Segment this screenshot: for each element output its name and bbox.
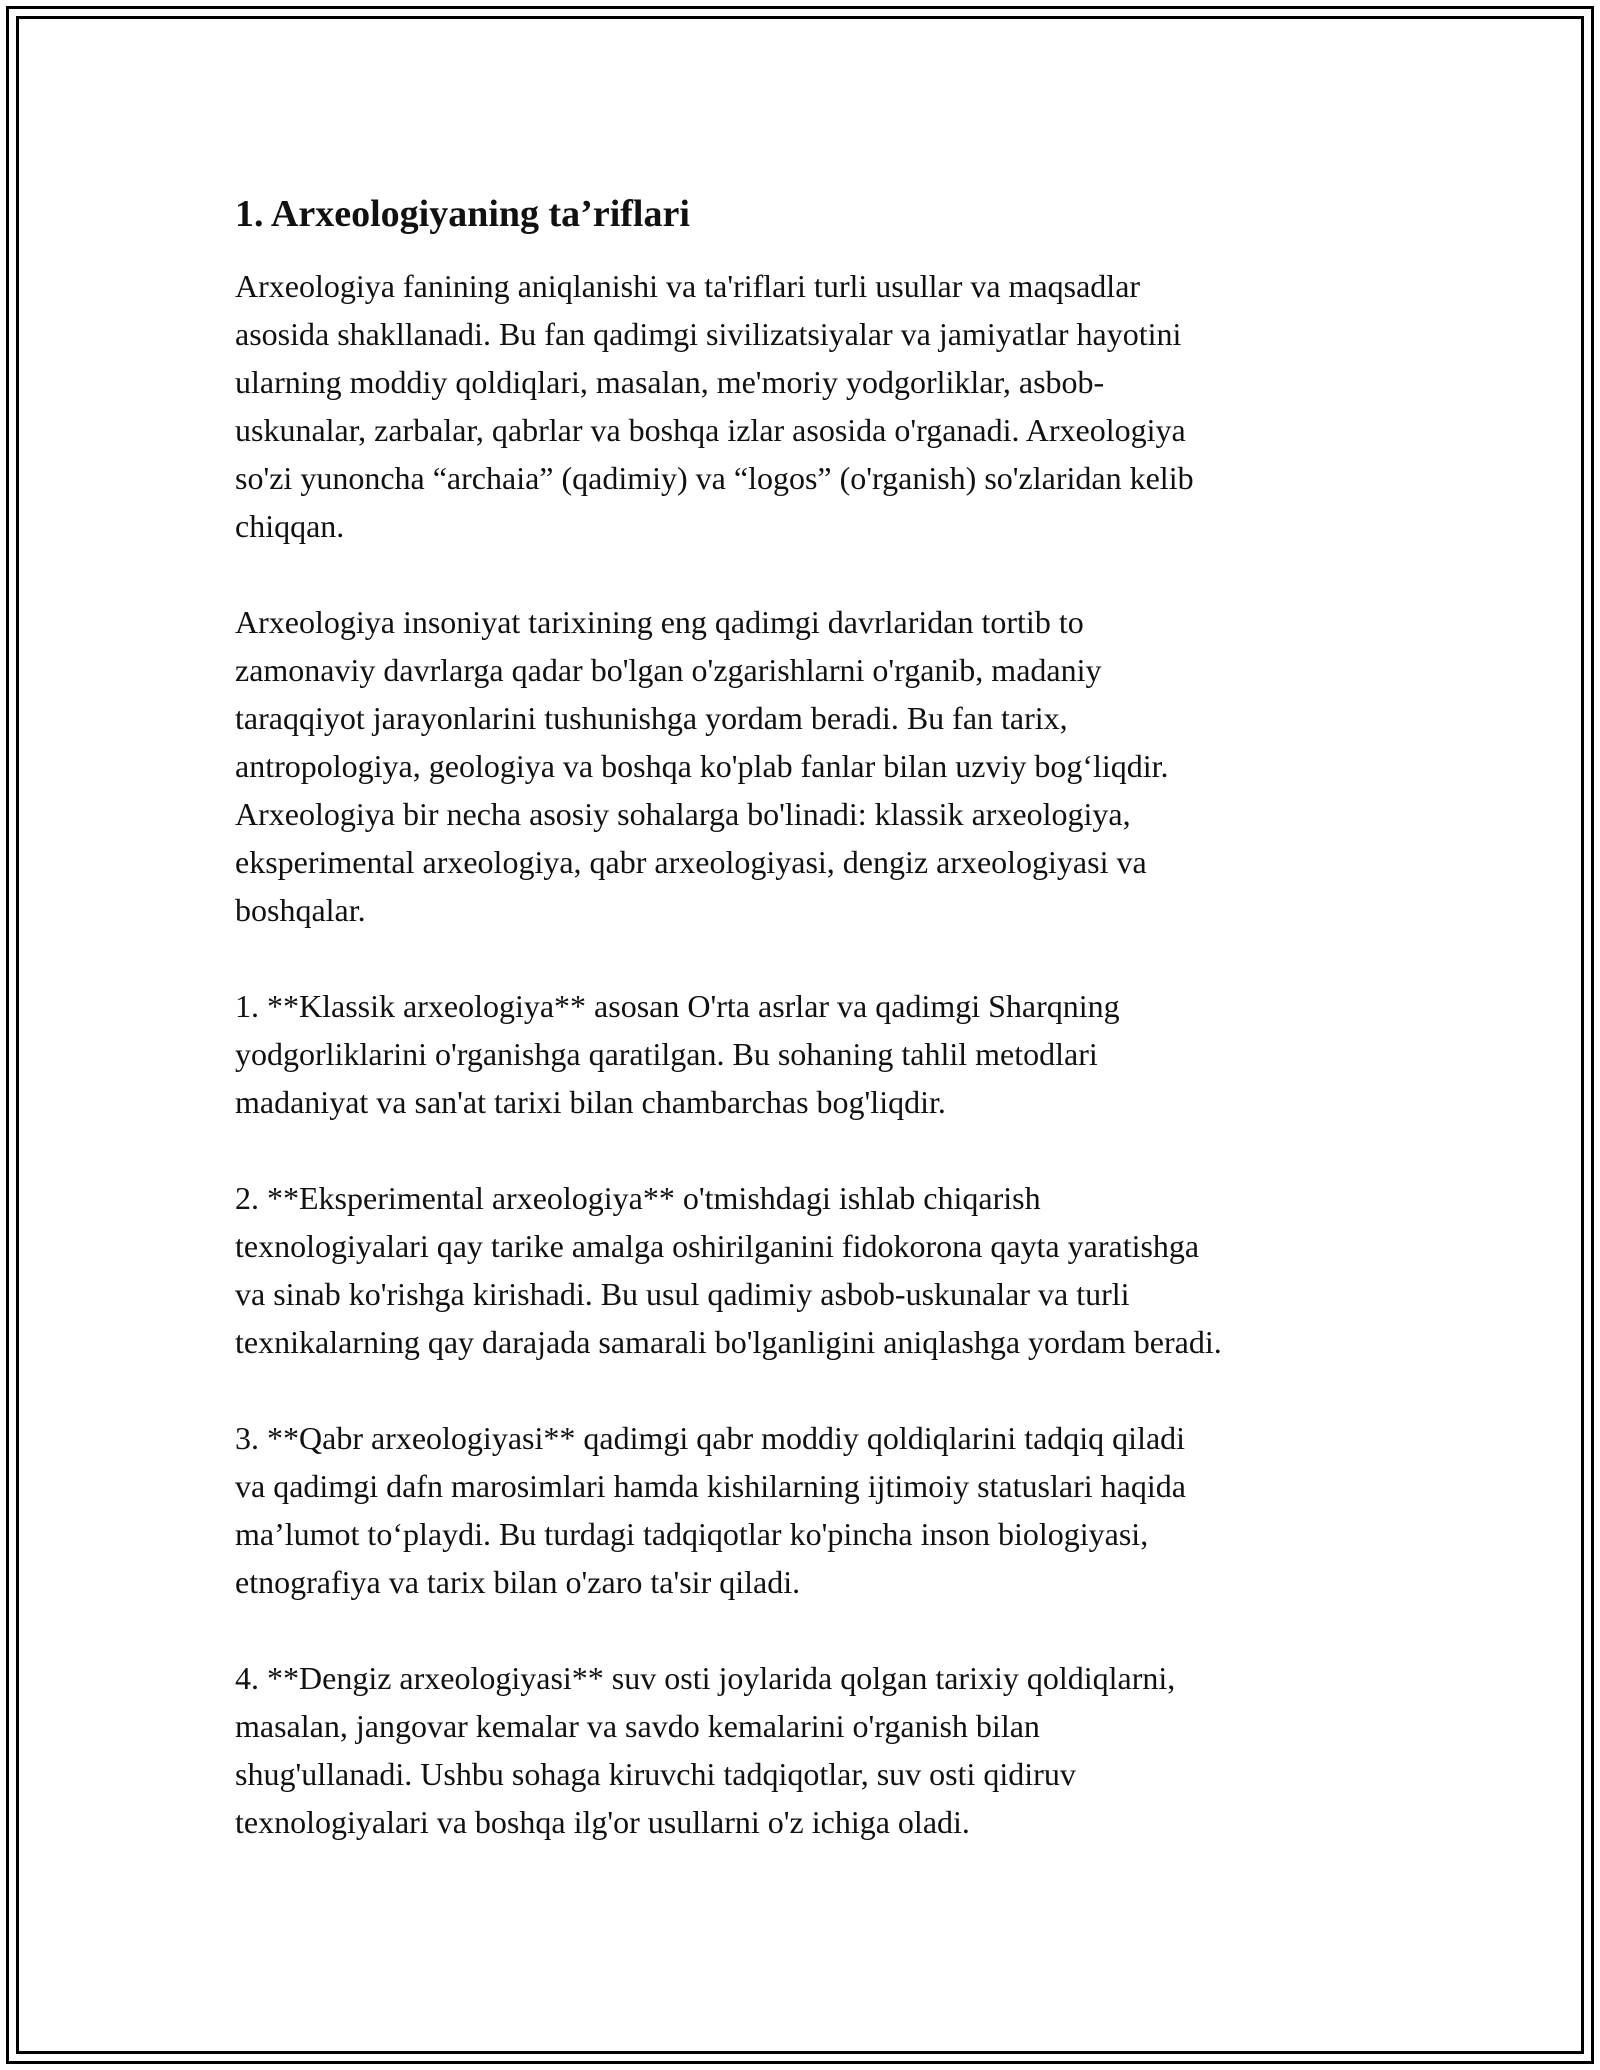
paragraph-classical	[235, 982, 1380, 1126]
text-line: Arxeologiya insoniyat tarixining eng qadimgi davrlaridan tortib to	[235, 604, 1084, 640]
text-line: Arxeologiya fanining aniqlanishi va ta'riflari turli usullar va maqsadlar	[235, 268, 1141, 304]
text-line: zamonaviy davrlarga qadar bo'lgan o'zgarishlarni o'rganib, madaniy	[235, 652, 1102, 688]
text-line: etnografiya va tarix bilan o'zaro ta'sir qiladi.	[235, 1564, 801, 1600]
text-line: yodgorliklarini o'rganishga qaratilgan. Bu sohaning tahlil metodlari	[235, 1036, 1098, 1072]
text-line: Arxeologiya bir necha asosiy sohalarga bo'linadi: klassik arxeologiya,	[235, 796, 1131, 832]
text-line: asosida shakllanadi. Bu fan qadimgi sivilizatsiyalar va jamiyatlar hayotini	[235, 316, 1182, 352]
text-line: 3. **Qabr arxeologiyasi** qadimgi qabr moddiy qoldiqlarini tadqiq qiladi	[235, 1420, 1186, 1456]
text-line: masalan, jangovar kemalar va savdo kemalarini o'rganish bilan	[235, 1708, 1040, 1744]
text-line: texnologiyalari va boshqa ilg'or usullarni o'z ichiga oladi.	[235, 1804, 970, 1840]
text-line: va sinab ko'rishga kirishadi. Bu usul qadimiy asbob-uskunalar va turli	[235, 1276, 1130, 1312]
text-line: texnikalarning qay darajada samarali bo'lganligini aniqlashga yordam beradi.	[235, 1324, 1222, 1360]
paragraph-maritime	[235, 1654, 1380, 1846]
document-title: 1. Arxeologiyaning ta’riflari	[235, 193, 690, 235]
text-line: texnologiyalari qay tarike amalga oshirilganini fidokorona qayta yaratishga	[235, 1228, 1200, 1264]
text-line: so'zi yunoncha “archaia” (qadimiy) va “logos” (o'rganish) so'zlaridan kelib	[235, 460, 1194, 496]
text-line: 2. **Eksperimental arxeologiya** o'tmishdagi ishlab chiqarish	[235, 1180, 1041, 1216]
text-line: boshqalar.	[235, 892, 366, 928]
document-body	[235, 190, 1380, 1846]
text-line: chiqqan.	[235, 508, 345, 544]
text-line: antropologiya, geologiya va boshqa ko'plab fanlar bilan uzviy bog‘liqdir.	[235, 748, 1169, 784]
text-line: 4. **Dengiz arxeologiyasi** suv osti joylarida qolgan tarixiy qoldiqlarni,	[235, 1660, 1176, 1696]
text-line: taraqqiyot jarayonlarini tushunishga yordam beradi. Bu fan tarix,	[235, 700, 1068, 736]
text-line: uskunalar, zarbalar, qabrlar va boshqa izlar asosida o'rganadi. Arxeologiya	[235, 412, 1186, 448]
text-line: va qadimgi dafn marosimlari hamda kishilarning ijtimoiy statuslari haqida	[235, 1468, 1186, 1504]
text-line: eksperimental arxeologiya, qabr arxeologiyasi, dengiz arxeologiyasi va	[235, 844, 1147, 880]
paragraph-experimental	[235, 1174, 1380, 1366]
text-line: ularning moddiy qoldiqlari, masalan, me'moriy yodgorliklar, asbob-	[235, 364, 1105, 400]
text-line: shug'ullanadi. Ushbu sohaga kiruvchi tadqiqotlar, suv osti qidiruv	[235, 1756, 1076, 1792]
paragraph-overview	[235, 598, 1380, 934]
paragraph-intro	[235, 262, 1380, 550]
text-line: madaniyat va san'at tarixi bilan chambarchas bog'liqdir.	[235, 1084, 946, 1120]
paragraph-burial	[235, 1414, 1380, 1606]
text-line: 1. **Klassik arxeologiya** asosan O'rta asrlar va qadimgi Sharqning	[235, 988, 1120, 1024]
text-line: ma’lumot to‘playdi. Bu turdagi tadqiqotlar ko'pincha inson biologiyasi,	[235, 1516, 1149, 1552]
